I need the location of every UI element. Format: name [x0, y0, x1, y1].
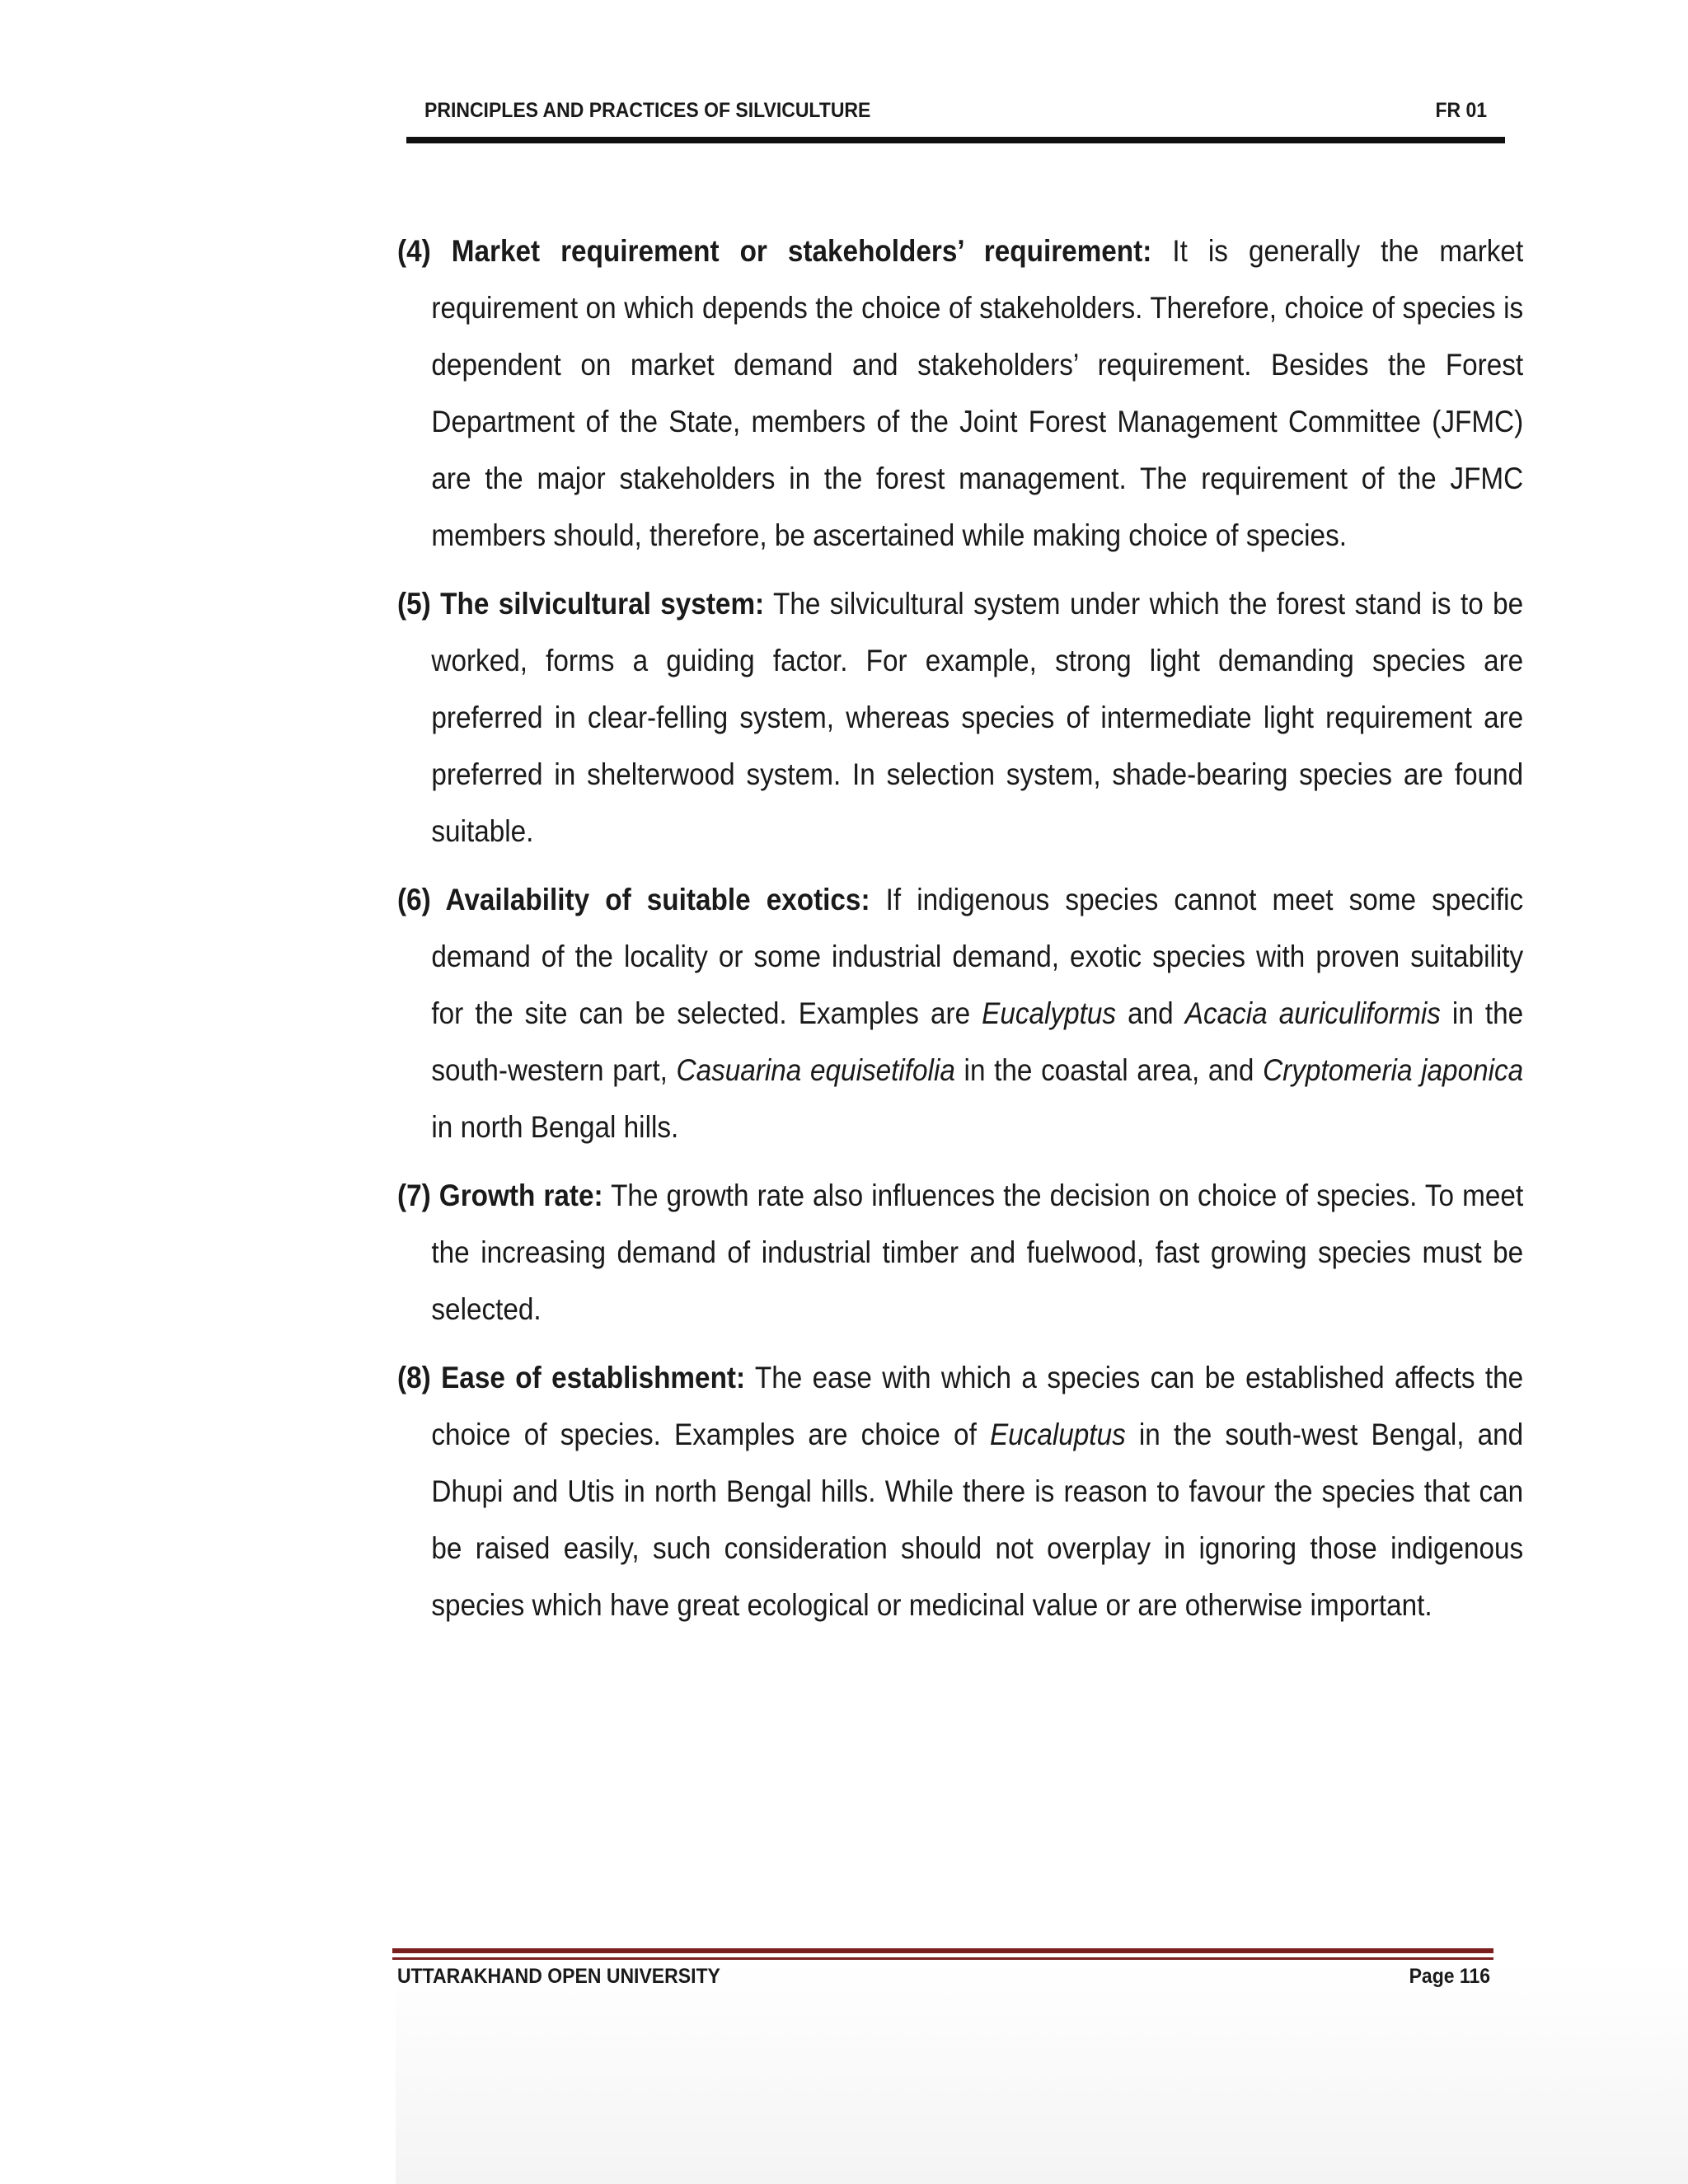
factor-text-6a: If indigenous species cannot meet some specific demand of the locality or some industrial demand, exotic species with proven suitability for the site can be selected. Examples are [431, 883, 1524, 1030]
header-title: PRINCIPLES AND PRACTICES OF SILVICULTURE [424, 99, 871, 122]
factor-text-8b: in the south-west Bengal, and Dhupi and Utis in north Bengal hills. While there is reason to favour the species that can be raised easily, such consideration should not overplay in ignoring those indigenous species which have great ecological or medicinal value or are otherwise important. [431, 1418, 1524, 1622]
factor-text-6d: in the coastal area, and [954, 1053, 1264, 1087]
footer-institution: UTTARAKHAND OPEN UNIVERSITY [397, 1965, 720, 1988]
factor-item-5 [397, 575, 1523, 860]
factor-heading-7: (7) Growth rate: [397, 1179, 603, 1212]
running-header [406, 96, 1505, 143]
factor-text-6c: in the south-western part, [431, 996, 1524, 1087]
species-name: Acacia auriculiformis [1184, 996, 1441, 1030]
factor-item-7 [397, 1167, 1523, 1338]
factor-heading-8: (8) Ease of establishment: [397, 1361, 746, 1394]
factor-heading-5: (5) The silvicultural system: [397, 587, 765, 621]
species-name: Cryptomeria japonica [1263, 1053, 1524, 1087]
factor-text-6e: in north Bengal hills. [431, 1110, 679, 1144]
page-number: Page 116 [1409, 1965, 1490, 1988]
page-background-shade [396, 1961, 1688, 2184]
species-name: Eucalyptus [982, 996, 1117, 1030]
factor-text-4: It is generally the market requirement on which depends the choice of stakeholders. Therefore, choice of species is dependent on market demand and stakeholders’ requirement. Besides the Forest Department of the State, members of the Joint Forest Management Committee (JFMC) are the major stakeholders in the forest management. The requirement of the JFMC members should, therefore, be ascertained while making choice of species. [431, 234, 1524, 552]
species-name: Eucaluptus [989, 1418, 1126, 1451]
factor-heading-4: (4) Market requirement or stakeholders’ requirement: [397, 234, 1152, 268]
factor-item-4 [397, 223, 1523, 564]
factor-item-6 [397, 871, 1523, 1155]
factor-text-5: The silvicultural system under which the forest stand is to be worked, forms a guiding factor. For example, strong light demanding species are preferred in clear-felling system, whereas species of intermediate light requirement are preferred in shelterwood system. In selection system, shade-bearing species are found suitable. [431, 587, 1524, 848]
header-course-code: FR 01 [1435, 99, 1487, 122]
footer-rule [392, 1948, 1493, 1960]
factor-text-8a: The ease with which a species can be established affects the choice of species. Examples are choice of [431, 1361, 1524, 1451]
factor-heading-6: (6) Availability of suitable exotics: [397, 883, 870, 916]
factor-item-8 [397, 1349, 1523, 1633]
factor-text-6b: and [1116, 996, 1185, 1030]
factor-text-7: The growth rate also influences the decision on choice of species. To meet the increasing demand of industrial timber and fuelwood, fast growing species must be selected. [431, 1179, 1524, 1326]
body-content [397, 223, 1524, 1645]
species-name: Casuarina equisetifolia [676, 1053, 955, 1087]
